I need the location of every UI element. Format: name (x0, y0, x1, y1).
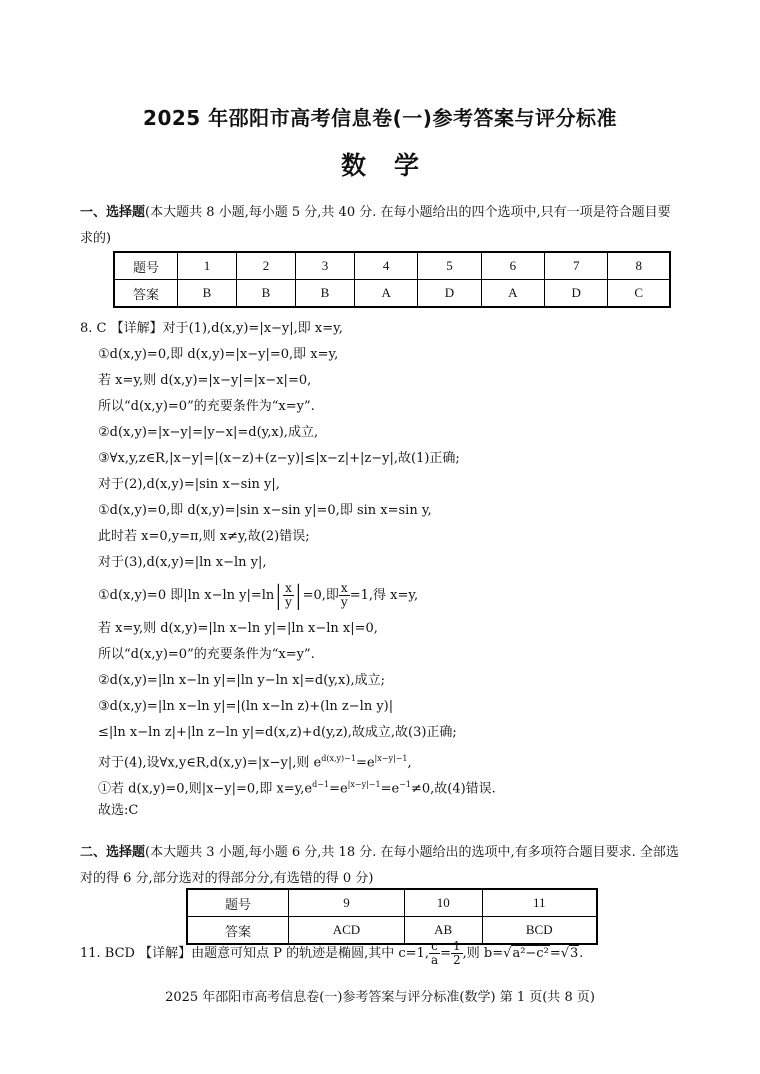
table-cell: 9 (289, 889, 405, 917)
table-cell: C (608, 280, 670, 308)
fraction (283, 582, 294, 609)
solution-line: 若 x=y,则 d(x,y)=|x−y|=|x−x|=0, (98, 373, 312, 388)
solution-line: 对于(2),d(x,y)=|sin x−sin y|, (98, 477, 280, 492)
line-text: = (549, 946, 561, 961)
table-cell: A (481, 280, 544, 308)
table-cell: 5 (418, 252, 481, 280)
fraction-numerator: x (285, 581, 292, 595)
fraction (429, 940, 440, 967)
abs-bar: | (276, 580, 282, 611)
line-text: . (579, 946, 584, 961)
table-row (114, 280, 670, 308)
solution-line: ②d(x,y)=|x−y|=|y−x|=d(y,x),成立, (98, 425, 319, 440)
superscript: d−1 (312, 780, 330, 789)
q8-solution (80, 316, 700, 824)
line-text: , (407, 755, 412, 771)
table-cell: 8 (608, 252, 670, 280)
table-cell: 3 (295, 252, 354, 280)
table-cell: 答案 (114, 280, 178, 308)
table-cell: B (295, 280, 354, 308)
table-cell: B (236, 280, 295, 308)
table-row (187, 889, 597, 917)
answer-table-2 (186, 888, 598, 945)
table-cell: 7 (545, 252, 608, 280)
table-cell: 2 (236, 252, 295, 280)
table-cell: 题号 (187, 889, 289, 917)
solution-line: ③d(x,y)=|ln x−ln y|=|(ln x−ln z)+(ln z−ln y)| (98, 699, 394, 714)
superscript: d(x,y)−1 (321, 754, 356, 763)
table-cell: B (178, 280, 237, 308)
subject-title: 数学 (340, 151, 447, 180)
section-2-heading (80, 840, 680, 892)
solution-line (80, 576, 700, 616)
solution-line: 8. C 【详解】对于(1),d(x,y)=|x−y|,即 x=y, (80, 321, 343, 336)
section-2-description: (本大题共 3 小题,每小题 6 分,共 18 分. 在每小题给出的选项中,有多项符合题目要求. 全部选对的得 6 分,部分选对的得部分分,有选错的得 0 分) (80, 845, 679, 886)
fraction-denominator: 2 (453, 953, 461, 967)
solution-line: 所以“d(x,y)=0”的充要条件为“x=y”. (98, 399, 315, 414)
solution-line: ②d(x,y)=|ln x−ln y|=|ln y−ln x|=d(y,x),成立; (98, 673, 385, 688)
superscript: |x−y|−1 (347, 780, 381, 789)
table-cell: ACD (289, 917, 405, 945)
section-1-label: 一、选择题 (80, 205, 146, 220)
fraction (451, 940, 463, 967)
table-cell: 4 (354, 252, 417, 280)
page-footer: 2025 年邵阳市高考信息卷(一)参考答案与评分标准(数学) 第 1 页(共 8 页) (165, 990, 595, 1005)
section-1-description: (本大题共 8 小题,每小题 5 分,共 40 分. 在每小题给出的四个选项中,只有一项是符合题目要求的) (80, 205, 671, 246)
solution-line: 若 x=y,则 d(x,y)=|ln x−ln y|=|ln x−ln x|=0, (98, 621, 378, 636)
line-text: =e (380, 781, 400, 797)
table-cell: 1 (178, 252, 237, 280)
table-cell: D (545, 280, 608, 308)
line-text: =0,即 (302, 588, 339, 603)
line-text: =e (355, 755, 375, 771)
q11-solution-line (80, 940, 583, 967)
solution-line (80, 772, 700, 798)
solution-line: 所以“d(x,y)=0”的充要条件为“x=y”. (98, 647, 315, 662)
table-row (114, 252, 670, 280)
line-text: ≠0,故(4)错误. (410, 781, 496, 797)
table-cell: 题号 (114, 252, 178, 280)
solution-line: ①d(x,y)=0,即 d(x,y)=|sin x−sin y|=0,即 sin x=sin y, (98, 503, 432, 518)
sqrt-symbol: √ (560, 946, 570, 961)
solution-line: 对于(3),d(x,y)=|ln x−ln y|, (98, 555, 267, 570)
sqrt-radicand: a²−c² (512, 946, 549, 961)
table-cell: A (354, 280, 417, 308)
line-text: = (440, 946, 452, 961)
line-text: 11. BCD 【详解】由题意可知点 P 的轨迹是椭圆,其中 c=1, (80, 946, 429, 961)
superscript: |x−y|−1 (374, 754, 408, 763)
fraction-numerator: x (340, 581, 348, 595)
section-2-label: 二、选择题 (80, 845, 146, 860)
line-text: =1,得 x=y, (349, 588, 419, 603)
sqrt-radicand: 3 (570, 946, 579, 961)
solution-line: 故选:C (98, 803, 139, 818)
answer-table-1 (113, 251, 671, 308)
line-text: ,则 b= (462, 946, 504, 961)
fraction-denominator: y (285, 595, 292, 609)
solution-line (80, 746, 700, 772)
abs-bar: | (295, 580, 301, 611)
fraction-denominator: y (340, 595, 348, 609)
table-cell: BCD (482, 917, 597, 945)
fraction-numerator: 1 (453, 939, 461, 953)
solution-line: 此时若 x=0,y=π,则 x≠y,故(2)错误; (98, 529, 310, 544)
sqrt-symbol: √ (503, 946, 512, 961)
table-cell: 10 (404, 889, 482, 917)
line-text: ①若 d(x,y)=0,则|x−y|=0,即 x=y,e (98, 781, 313, 797)
superscript: −1 (399, 780, 411, 789)
line-text: ①d(x,y)=0 即|ln x−ln y|=ln (98, 588, 275, 603)
table-cell: 6 (481, 252, 544, 280)
fraction-denominator: a (430, 953, 439, 967)
table-cell: AB (404, 917, 482, 945)
section-1-heading (80, 200, 680, 252)
fraction (339, 582, 350, 609)
table-cell: D (418, 280, 481, 308)
table-cell: 11 (482, 889, 597, 917)
line-text: 对于(4),设∀x,y∈R,d(x,y)=|x−y|,则 e (98, 755, 322, 771)
page-title: 2025 年邵阳市高考信息卷(一)参考答案与评分标准 (143, 106, 617, 130)
solution-line: ①d(x,y)=0,即 d(x,y)=|x−y|=0,即 x=y, (98, 347, 339, 362)
solution-line: ③∀x,y,z∈R,|x−y|=|(x−z)+(z−y)|≤|x−z|+|z−y|,故(1)正确; (98, 451, 460, 466)
table-cell: 答案 (187, 917, 289, 945)
solution-line: ≤|ln x−ln z|+|ln z−ln y|=d(x,z)+d(y,z),故成立,故(3)正确; (98, 725, 457, 740)
fraction-numerator: c (429, 940, 440, 954)
line-text: =e (329, 781, 348, 797)
